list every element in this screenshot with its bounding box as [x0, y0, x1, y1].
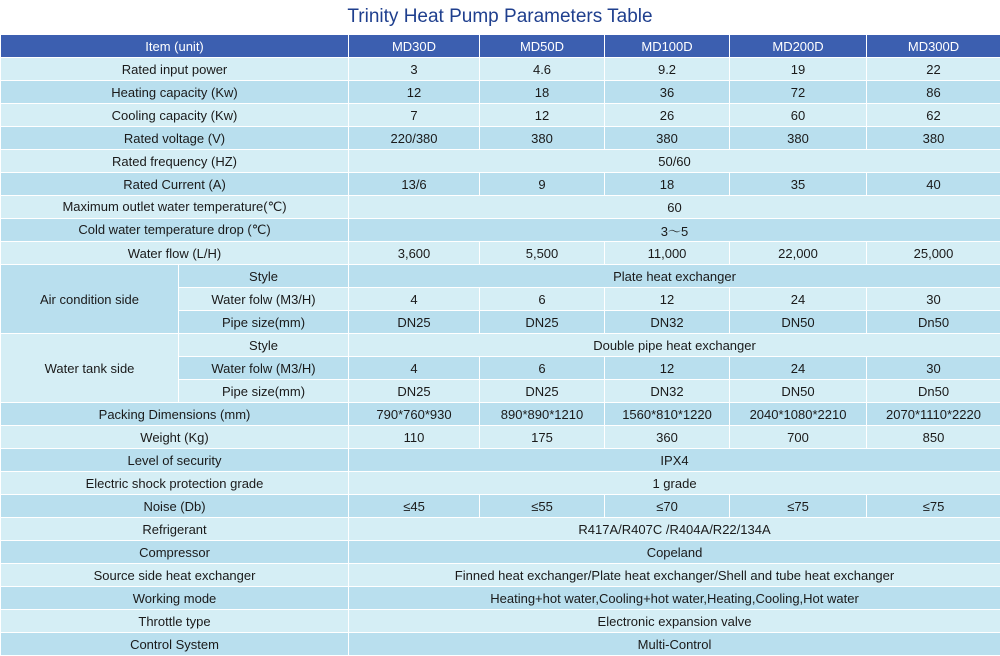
row-value: 25,000: [867, 242, 1000, 265]
row-value: 380: [730, 127, 867, 150]
row-value-span: Electronic expansion valve: [349, 610, 1000, 633]
table-row: [1, 127, 1000, 150]
row-label: Refrigerant: [1, 518, 349, 541]
group-row-style: [1, 265, 1000, 288]
table-row: [1, 518, 1000, 541]
table-row: [1, 403, 1000, 426]
row-label: Heating capacity (Kw): [1, 81, 349, 104]
row-value-span: Heating+hot water,Cooling+hot water,Heating,Cooling,Hot water: [349, 587, 1000, 610]
group-label: Water tank side: [1, 334, 179, 403]
table-row: [1, 541, 1000, 564]
row-value: DN25: [349, 311, 480, 334]
group-label: Air condition side: [1, 265, 179, 334]
row-value: DN32: [605, 311, 730, 334]
row-label: Rated frequency (HZ): [1, 150, 349, 173]
row-label: Maximum outlet water temperature(℃): [1, 196, 349, 219]
row-value: DN50: [730, 380, 867, 403]
sub-label: Water folw (M3/H): [179, 357, 349, 380]
row-label: Rated input power: [1, 58, 349, 81]
sub-label: Style: [179, 334, 349, 357]
group-row-style: [1, 334, 1000, 357]
row-label: Source side heat exchanger: [1, 564, 349, 587]
row-value: 40: [867, 173, 1000, 196]
row-value: 11,000: [605, 242, 730, 265]
row-value: 60: [730, 104, 867, 127]
row-value: 72: [730, 81, 867, 104]
row-value: 22,000: [730, 242, 867, 265]
row-label: Rated Current (A): [1, 173, 349, 196]
row-value: ≤75: [730, 495, 867, 518]
row-value: 6: [480, 288, 605, 311]
row-value: 9: [480, 173, 605, 196]
table-row: [1, 495, 1000, 518]
table-row: [1, 242, 1000, 265]
row-value: 36: [605, 81, 730, 104]
row-label: Water flow (L/H): [1, 242, 349, 265]
row-value: 3,600: [349, 242, 480, 265]
row-value: 7: [349, 104, 480, 127]
parameters-table: [0, 34, 1000, 656]
row-value: 1560*810*1220: [605, 403, 730, 426]
row-value: ≤70: [605, 495, 730, 518]
row-value: 86: [867, 81, 1000, 104]
table-row: [1, 58, 1000, 81]
row-value: 5,500: [480, 242, 605, 265]
table-row: [1, 81, 1000, 104]
row-value: 110: [349, 426, 480, 449]
table-row: [1, 472, 1000, 495]
table-row: [1, 610, 1000, 633]
header-model: MD300D: [867, 35, 1000, 58]
row-value-span: Multi-Control: [349, 633, 1000, 656]
row-value: DN25: [349, 380, 480, 403]
table-row: [1, 196, 1000, 219]
row-value: Dn50: [867, 380, 1000, 403]
row-value: 19: [730, 58, 867, 81]
row-label: Weight (Kg): [1, 426, 349, 449]
header-model: MD100D: [605, 35, 730, 58]
row-value-span: Plate heat exchanger: [349, 265, 1000, 288]
table-row: [1, 150, 1000, 173]
row-value: 3: [349, 58, 480, 81]
row-label: Compressor: [1, 541, 349, 564]
row-value: 30: [867, 288, 1000, 311]
row-label: Electric shock protection grade: [1, 472, 349, 495]
row-value: 175: [480, 426, 605, 449]
row-label: Control System: [1, 633, 349, 656]
row-value-span: 60: [349, 196, 1000, 219]
row-value: 30: [867, 357, 1000, 380]
row-value: 4: [349, 357, 480, 380]
table-row: [1, 449, 1000, 472]
row-value-span: R417A/R407C /R404A/R22/134A: [349, 518, 1000, 541]
row-value: 790*760*930: [349, 403, 480, 426]
row-value: 4.6: [480, 58, 605, 81]
sub-label: Pipe size(mm): [179, 311, 349, 334]
row-label: Rated voltage (V): [1, 127, 349, 150]
row-value: 12: [349, 81, 480, 104]
row-value: 850: [867, 426, 1000, 449]
header-model: MD30D: [349, 35, 480, 58]
row-value-span: 1 grade: [349, 472, 1000, 495]
row-label: Throttle type: [1, 610, 349, 633]
sub-label: Pipe size(mm): [179, 380, 349, 403]
row-value: 360: [605, 426, 730, 449]
row-value: 62: [867, 104, 1000, 127]
row-value: 12: [480, 104, 605, 127]
row-value-span: IPX4: [349, 449, 1000, 472]
row-value: DN25: [480, 380, 605, 403]
table-row: [1, 219, 1000, 242]
row-value: 18: [480, 81, 605, 104]
table-row: [1, 587, 1000, 610]
row-value: 380: [867, 127, 1000, 150]
row-value: 220/380: [349, 127, 480, 150]
row-value: DN32: [605, 380, 730, 403]
row-label: Working mode: [1, 587, 349, 610]
row-value: DN50: [730, 311, 867, 334]
row-value-span: 50/60: [349, 150, 1000, 173]
table-row: [1, 173, 1000, 196]
row-label: Cooling capacity (Kw): [1, 104, 349, 127]
sub-label: Style: [179, 265, 349, 288]
row-label: Noise (Db): [1, 495, 349, 518]
row-value-span: Copeland: [349, 541, 1000, 564]
row-value: 6: [480, 357, 605, 380]
row-label: Packing Dimensions (mm): [1, 403, 349, 426]
row-value: 890*890*1210: [480, 403, 605, 426]
row-value: DN25: [480, 311, 605, 334]
row-value: 13/6: [349, 173, 480, 196]
row-value: 9.2: [605, 58, 730, 81]
row-value: 18: [605, 173, 730, 196]
sub-label: Water folw (M3/H): [179, 288, 349, 311]
header-model: MD200D: [730, 35, 867, 58]
row-value: 24: [730, 357, 867, 380]
header-model: MD50D: [480, 35, 605, 58]
row-value: 2040*1080*2210: [730, 403, 867, 426]
table-row: [1, 104, 1000, 127]
row-value: 12: [605, 357, 730, 380]
row-value: Dn50: [867, 311, 1000, 334]
row-value: ≤55: [480, 495, 605, 518]
row-value: ≤75: [867, 495, 1000, 518]
header-item-unit: Item (unit): [1, 35, 349, 58]
row-label: Level of security: [1, 449, 349, 472]
row-value: 2070*1110*2220: [867, 403, 1000, 426]
row-value: ≤45: [349, 495, 480, 518]
table-row: [1, 564, 1000, 587]
table-row: [1, 633, 1000, 656]
row-label: Cold water temperature drop (℃): [1, 219, 349, 242]
row-value-span: 3～5: [349, 219, 1000, 242]
row-value-span: Double pipe heat exchanger: [349, 334, 1000, 357]
row-value: 35: [730, 173, 867, 196]
row-value: 700: [730, 426, 867, 449]
row-value: 26: [605, 104, 730, 127]
row-value: 22: [867, 58, 1000, 81]
row-value: 24: [730, 288, 867, 311]
row-value: 380: [480, 127, 605, 150]
row-value-span: Finned heat exchanger/Plate heat exchanger/Shell and tube heat exchanger: [349, 564, 1000, 587]
row-value: 380: [605, 127, 730, 150]
page-title: Trinity Heat Pump Parameters Table: [347, 6, 653, 27]
table-row: [1, 426, 1000, 449]
row-value: 12: [605, 288, 730, 311]
table-header: [1, 35, 1000, 58]
row-value: 4: [349, 288, 480, 311]
